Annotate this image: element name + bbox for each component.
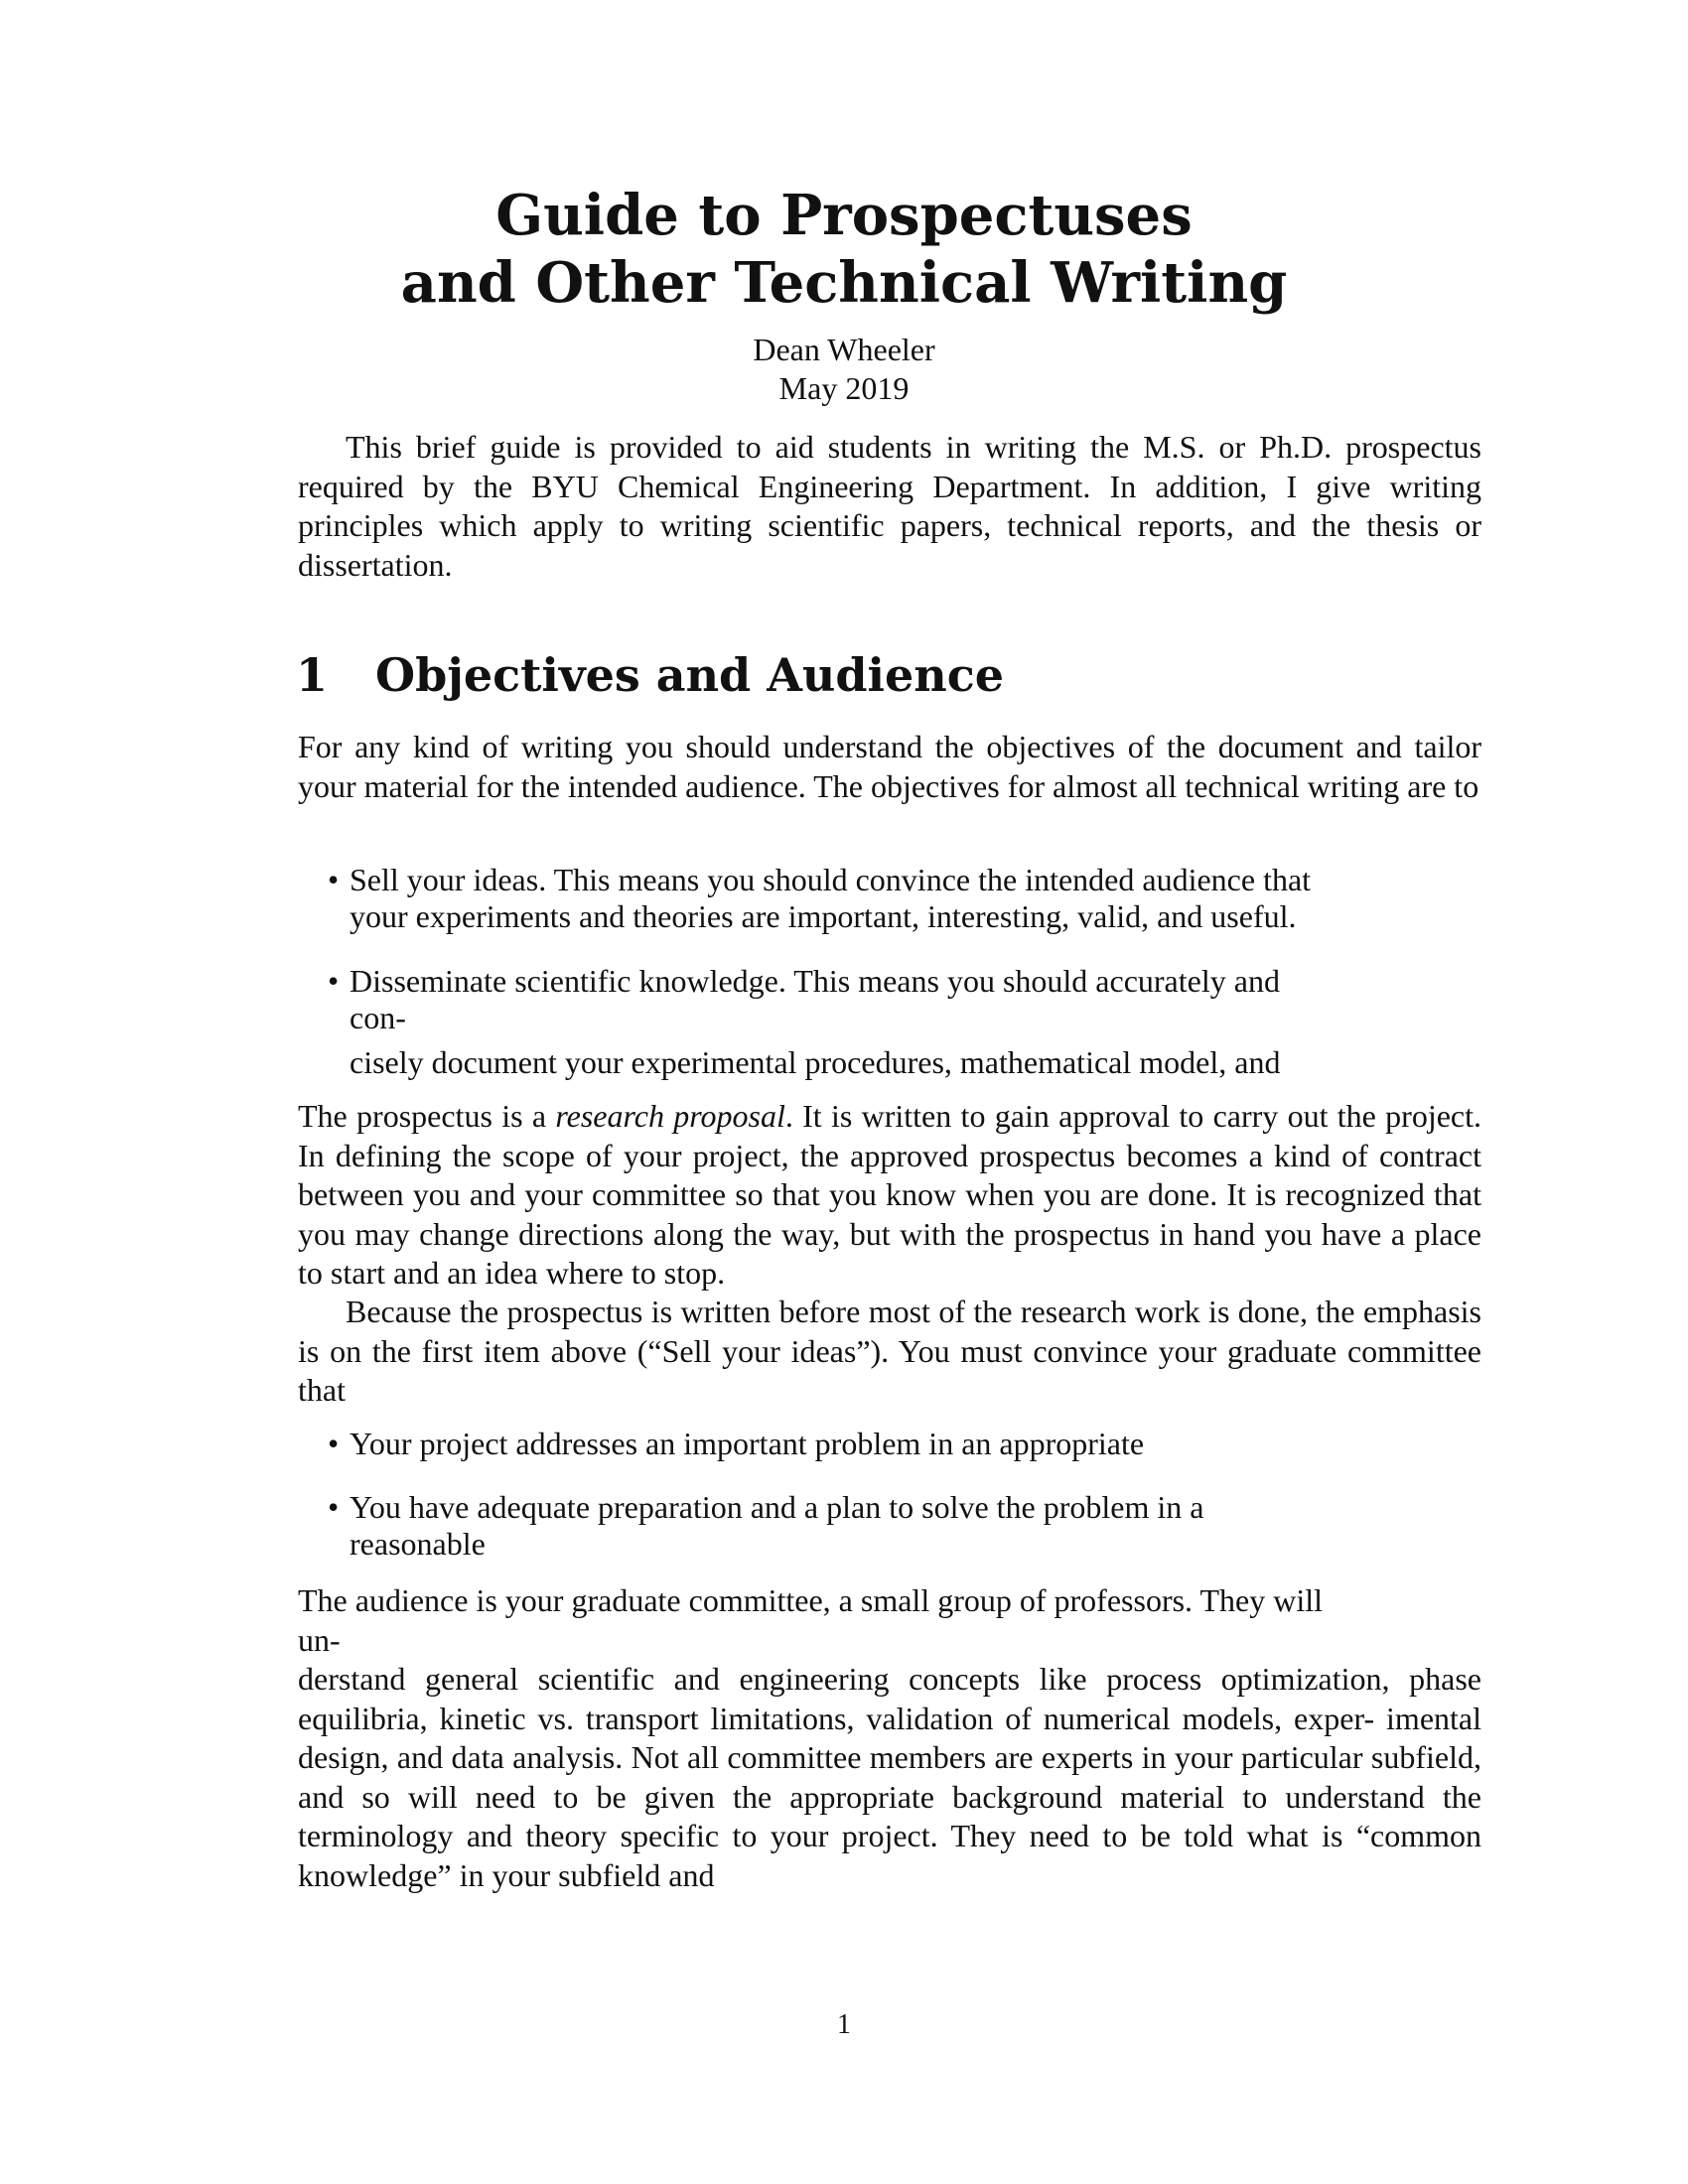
audience-paragraph-start bbox=[298, 1581, 1481, 1660]
emphasis-paragraph: Because the prospectus is written before most of the research work is done, the emphasis is on the first item above (“Sell your ideas”). You must convince your graduate committee that bbox=[298, 1294, 1481, 1408]
prospectus-paragraph bbox=[298, 1097, 1481, 1294]
list-item-line: Sell your ideas. This means you should convince the intended audience that bbox=[350, 862, 1312, 897]
list-item-line: con- bbox=[350, 1000, 406, 1035]
prospectus-text-start: The prospectus is a bbox=[298, 1098, 556, 1134]
audience-paragraph: derstand general scientific and engineering concepts like process optimization, phase equilibria, kinetic vs. transport limitations, validation of numerical models, exper- imental design, and data analysis. Not all committee members are experts in your particular subfield, and so will need to be given the appropriate background material to understand the terminology and theory specific to your project. They need to be told what is “common knowledge” in your subfield and bbox=[298, 1661, 1481, 1893]
list-item-line: Disseminate scientific knowledge. This means you should accurately and bbox=[350, 963, 1280, 999]
document-title-line-2: and Other Technical Writing bbox=[400, 250, 1288, 316]
list-item bbox=[328, 862, 1481, 935]
list-item-line: your experiments and theories are important, interesting, valid, and useful. bbox=[350, 898, 1297, 934]
document-date: May 2019 bbox=[778, 370, 910, 406]
list-item-line: Your project addresses an important problem in an appropriate bbox=[350, 1426, 1145, 1461]
bullet-icon: • bbox=[328, 1489, 340, 1525]
list-item-line: reasonable bbox=[350, 1526, 486, 1562]
section-number: 1 bbox=[296, 648, 329, 702]
intro-paragraph: This brief guide is provided to aid students in writing the M.S. or Ph.D. prospectus required by the BYU Chemical Engineering Department. In addition, I give writing principles which apply to writing scientific papers, technical reports, and the thesis or dissertation. bbox=[298, 429, 1481, 583]
bullet-icon: • bbox=[328, 1426, 340, 1461]
section-heading bbox=[296, 645, 1004, 705]
bullet-icon: • bbox=[328, 862, 340, 897]
document-author: Dean Wheeler bbox=[753, 332, 935, 367]
research-proposal-emphasis: research proposal bbox=[555, 1098, 785, 1134]
section-title: Objectives and Audience bbox=[375, 648, 1004, 702]
list-item-line: cisely document your experimental procedures, mathematical model, and bbox=[350, 1044, 1281, 1080]
list-item bbox=[328, 963, 1481, 1080]
document-title-line-1: Guide to Prospectuses bbox=[495, 183, 1193, 248]
page-number: 1 bbox=[837, 2009, 851, 2040]
prospectus-text-end: . It is written to gain approval to carry out the project. In defining the scope of your project, the approved prospectus becomes a kind of contract between you and your committee so that you know when you are done. It is recognized that you may change directions along the way, but with the prospectus in hand you have a place to start and an idea where to stop. bbox=[298, 1098, 1482, 1291]
objectives-paragraph: For any kind of writing you should understand the objectives of the document and tailor your material for the intended audience. The objectives for almost all technical writing are to bbox=[298, 729, 1481, 804]
list-item bbox=[328, 1489, 1481, 1565]
audience-line: The audience is your graduate committee, a small group of professors. They will bbox=[298, 1582, 1323, 1618]
list-item bbox=[328, 1426, 1481, 1462]
list-item-line: You have adequate preparation and a plan to solve the problem in a bbox=[350, 1489, 1204, 1525]
audience-line: un- bbox=[298, 1621, 341, 1658]
bullet-icon: • bbox=[328, 963, 340, 999]
